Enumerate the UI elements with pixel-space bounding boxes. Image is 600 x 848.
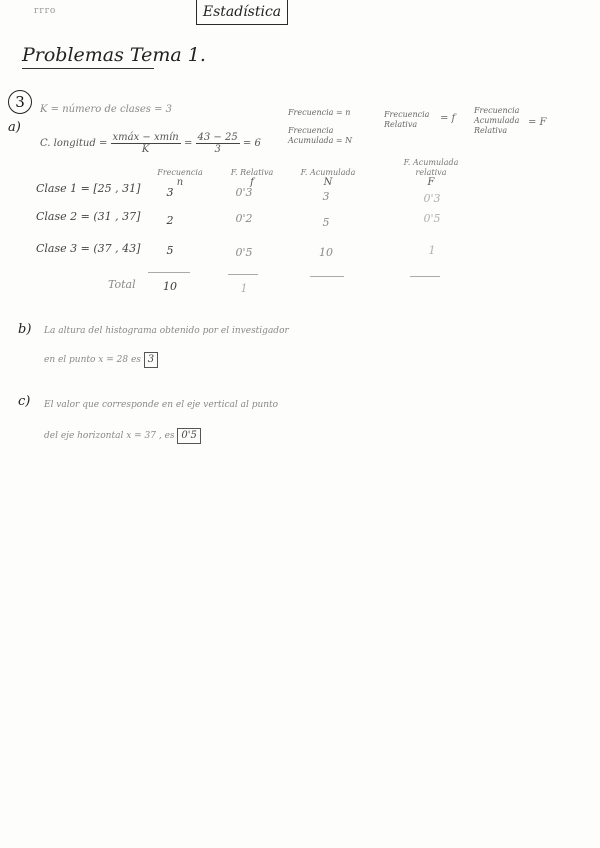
legend-far-l1: Frecuencia [474, 106, 520, 115]
col-head-label: Frecuencia [157, 168, 203, 177]
col-head-label: F. Acumulada [300, 168, 356, 177]
cell-F: 1 [428, 244, 436, 257]
cell-N: 5 [322, 216, 330, 229]
cell-total-n: 10 [163, 280, 177, 293]
cell-N: 10 [319, 246, 333, 259]
col-head-sym: N [323, 177, 333, 188]
row-label-clase-2: Clase 2 = (31 , 37] [36, 210, 141, 223]
part-b-line1: La altura del histograma obtenido por el investigador [44, 326, 289, 336]
legend-freq-rel-l2: Relativa [384, 120, 418, 129]
part-c-line1: El valor que corresponde en el eje vertical al punto [44, 400, 279, 410]
title-underline [22, 68, 154, 69]
legend-freq-acum-l2: Acumulada = N [288, 136, 353, 145]
part-a-label: a) [8, 120, 21, 135]
c-fraction [111, 132, 181, 155]
col-head-f-acum-relativa [396, 158, 466, 188]
page-title: Problemas Tema 1. [22, 44, 206, 66]
part-c-line2-text: del eje horizontal x = 37 , es [44, 431, 175, 441]
legend-far-l2: Acumulada [474, 116, 520, 125]
part-b-line2 [44, 352, 158, 368]
total-line-N [310, 276, 344, 277]
col-head-f-relativa [222, 168, 282, 188]
row-label-clase-3: Clase 3 = (37 , 43] [36, 242, 141, 255]
c-result: = 6 [242, 138, 261, 149]
total-line-n [148, 272, 190, 273]
legend-freq-acum [288, 126, 352, 146]
legend-freq-rel-l1: Frecuencia [384, 110, 430, 119]
col-head-label: F. Relativa [230, 168, 274, 177]
legend-far-l3: Relativa [474, 126, 508, 135]
k-definition: K = número de clases = 3 [40, 104, 173, 115]
c-fraction2-num: 43 − 25 [197, 132, 238, 143]
part-c-label: c) [18, 394, 31, 409]
total-line-f [228, 274, 258, 275]
cell-f: 0'2 [235, 212, 253, 225]
c-fraction-den: K [141, 144, 150, 155]
problem-number: 3 [8, 90, 32, 114]
col-head-sym: F [427, 177, 435, 188]
part-b-line2-text: en el punto x = 28 es [44, 355, 141, 365]
row-label-clase-1: Clase 1 = [25 , 31] [36, 182, 141, 195]
cell-F: 0'5 [423, 212, 441, 225]
c-fraction2 [196, 132, 240, 155]
subject-box: Estadística [196, 0, 288, 25]
col-head-f-acumulada [296, 168, 360, 188]
legend-freq-acum-rel-sym: = F [528, 117, 547, 128]
c-fraction2-den: 3 [214, 144, 221, 155]
class-width-formula [40, 132, 261, 155]
col-head-frecuencia [150, 168, 210, 188]
cell-total-f: 1 [240, 282, 248, 295]
cell-f: 0'5 [235, 246, 253, 259]
cell-f: 0'3 [235, 186, 253, 199]
part-c-answer: 0'5 [177, 428, 200, 444]
col-head-sym: n [176, 177, 184, 188]
part-b-answer: 3 [144, 352, 158, 368]
legend-freq-rel-sym: = f [440, 113, 456, 124]
legend-freq-rel [384, 110, 429, 130]
part-c-line2 [44, 428, 201, 444]
part-b-label: b) [18, 322, 32, 337]
legend-freq-acum-l1: Frecuencia [288, 126, 334, 135]
col-head-label: F. Acumulada relativa [403, 158, 459, 177]
total-line-F [410, 276, 440, 277]
cell-n: 5 [166, 244, 174, 257]
total-label: Total [108, 278, 136, 291]
c-fraction-num: xmáx − xmín [112, 132, 179, 143]
c-eq1: = [183, 138, 193, 149]
legend-freq-acum-rel [474, 106, 519, 136]
cell-n: 3 [166, 186, 174, 199]
cell-F: 0'3 [423, 192, 441, 205]
legend-freq: Frecuencia = n [288, 108, 351, 117]
c-label: C. longitud = [40, 138, 108, 149]
cell-N: 3 [322, 190, 330, 203]
cell-n: 2 [166, 214, 174, 227]
header-mark: rrro [34, 6, 57, 16]
col-head-sym: f [250, 177, 254, 188]
